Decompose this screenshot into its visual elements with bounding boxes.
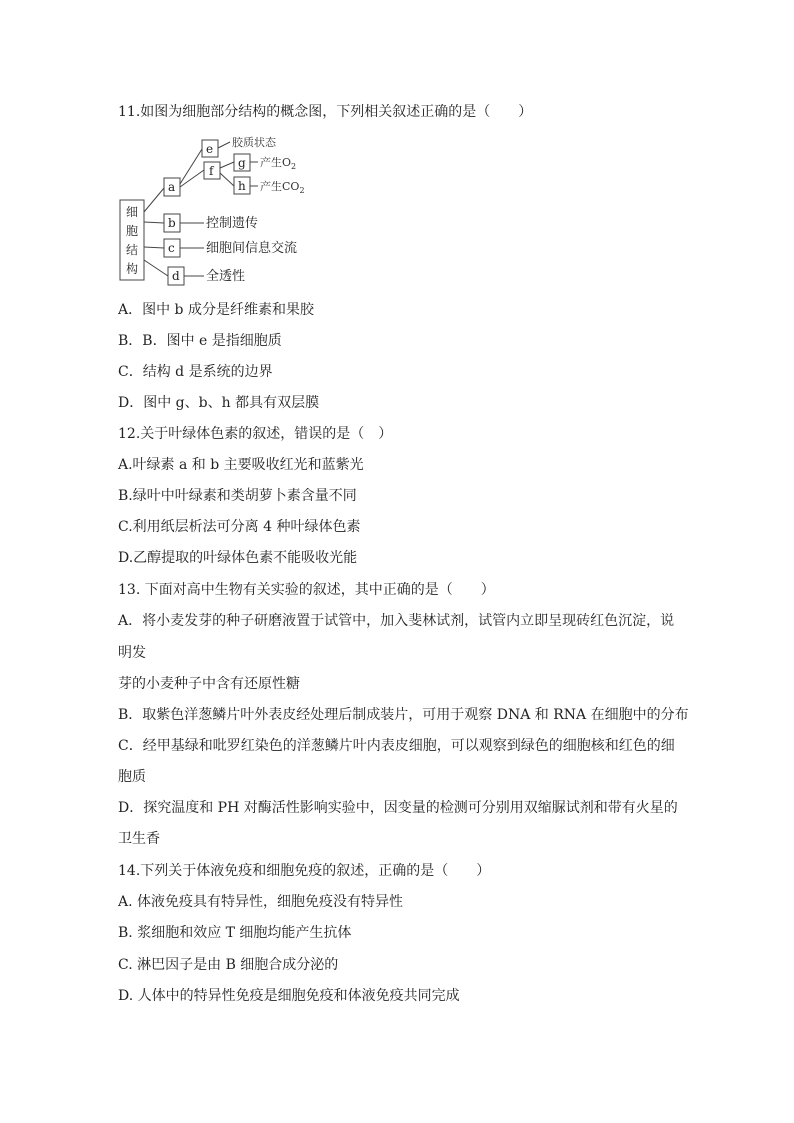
q14-option-d: D. 人体中的特异性免疫是细胞免疫和体液免疫共同完成 <box>118 988 460 1004</box>
root-char-2: 胞 <box>126 224 139 238</box>
q14-stem: 14.下列关于体液免疫和细胞免疫的叙述，正确的是（ ） <box>118 863 491 879</box>
cell-structure-concept-diagram <box>118 136 338 288</box>
q13-option-d-line2: 卫生香 <box>118 831 160 847</box>
q13-option-a-line3: 芽的小麦种子中含有还原性糖 <box>118 676 300 692</box>
node-f-label: f <box>209 164 214 178</box>
q13-option-a-line2: 明发 <box>118 645 146 661</box>
q12-option-b: B.绿叶中叶绿素和类胡萝卜素含量不同 <box>118 488 357 504</box>
q12-option-d: D.乙醇提取的叶绿体色素不能吸收光能 <box>118 550 358 566</box>
q12-option-a: A.叶绿素 a 和 b 主要吸收红光和蓝紫光 <box>118 457 364 473</box>
label-h-produce-co2: 产生$CO_2$ <box>260 180 305 195</box>
q11-stem: 11.如图为细胞部分结构的概念图，下列相关叙述正确的是（ ） <box>118 104 533 120</box>
q12-stem: 12.关于叶绿体色素的叙述，错误的是（ ） <box>118 426 393 442</box>
label-g-produce-o2: 产生$O_2$ <box>260 156 297 171</box>
q14-option-b: B. 浆细胞和效应 T 细胞均能产生抗体 <box>118 925 352 941</box>
root-char-3: 结 <box>126 243 139 257</box>
node-c-label: c <box>168 241 175 255</box>
q13-option-c-line1: C．经甲基绿和吡罗红染色的洋葱鳞片叶内表皮细胞，可以观察到绿色的细胞核和红色的细 <box>118 738 675 754</box>
node-d-label: d <box>172 269 180 283</box>
q13-option-d-line1: D．探究温度和 PH 对酶活性影响实验中，因变量的检测可分别用双缩脲试剂和带有火星的 <box>118 800 678 816</box>
concept-diagram-svg <box>118 136 338 288</box>
label-b-control-heredity: 控制遗传 <box>206 216 259 231</box>
q14-option-a: A. 体液免疫具有特异性，细胞免疫没有特异性 <box>118 894 404 910</box>
label-d-permeability: 全透性 <box>206 269 246 284</box>
q11-option-d: D．图中 g、b、h 都具有双层膜 <box>118 395 320 411</box>
root-char-1: 细 <box>126 205 139 219</box>
q11-option-c: C．结构 d 是系统的边界 <box>118 364 273 380</box>
q13-stem: 13. 下面对高中生物有关实验的叙述，其中正确的是（ ） <box>118 582 495 598</box>
q13-option-c-line2: 胞质 <box>118 769 146 785</box>
q11-option-a: A．图中 b 成分是纤维素和果胶 <box>118 302 314 318</box>
q14-option-c: C. 淋巴因子是由 B 细胞合成分泌的 <box>118 957 339 973</box>
node-h-label: h <box>238 179 246 193</box>
node-a-label: a <box>168 180 176 194</box>
q12-option-c: C.利用纸层析法可分离 4 种叶绿体色素 <box>118 519 361 535</box>
q11-option-b: B．B．图中 e 是指细胞质 <box>118 333 282 349</box>
q13-option-a-line1: A．将小麦发芽的种子研磨液置于试管中，加入斐林试剂，试管内立即呈现砖红色沉淀，说 <box>118 613 675 629</box>
node-g-label: g <box>238 156 246 170</box>
root-char-4: 构 <box>126 262 139 276</box>
label-c-communication: 细胞间信息交流 <box>206 241 298 256</box>
node-e-label: e <box>206 142 214 156</box>
node-b-label: b <box>168 216 176 230</box>
label-e-colloid: 胶质状态 <box>232 136 276 149</box>
q13-option-b: B．取紫色洋葱鳞片叶外表皮经处理后制成装片，可用于观察 DNA 和 RNA 在细胞中的分布 <box>118 707 689 723</box>
